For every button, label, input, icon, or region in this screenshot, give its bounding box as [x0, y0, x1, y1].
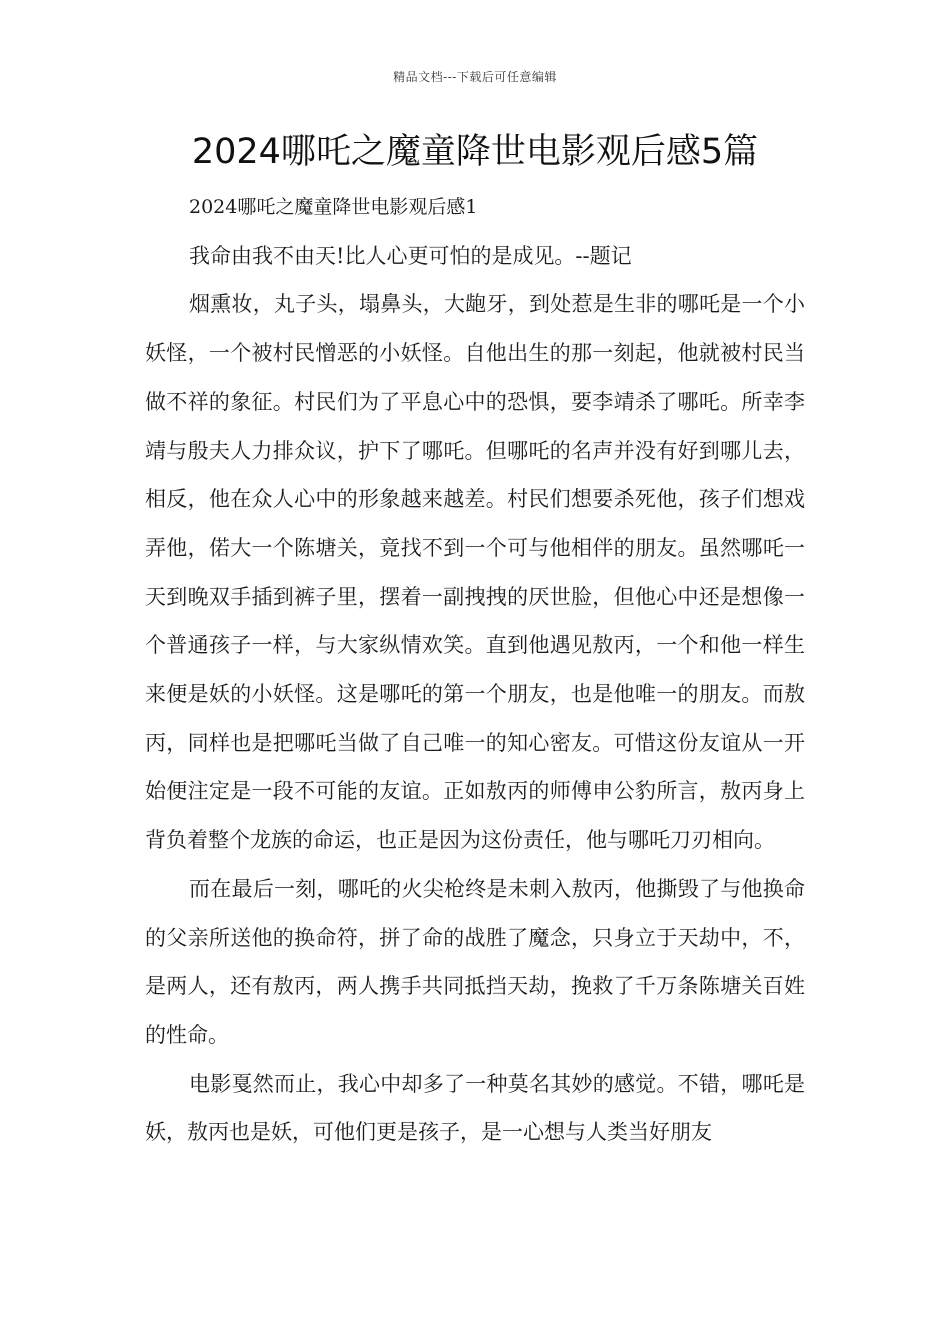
- document-body: [145, 183, 805, 1157]
- body-paragraph: 而在最后一刻，哪吒的火尖枪终是未刺入敖丙，他撕毁了与他换命的父亲所送他的换命符，拼了命的战胜了魔念，只身立于天劫中，不，是两人，还有敖丙，两人携手共同抵挡天劫，挽救了千万条陈塘关百姓的性命。: [145, 876, 805, 1047]
- header-note: 精品文档---下载后可任意编辑: [393, 70, 557, 84]
- body-paragraph: 电影戛然而止，我心中却多了一种莫名其妙的感觉。不错，哪吒是妖，敖丙也是妖，可他们更是孩子，是一心想与人类当好朋友: [145, 1071, 805, 1145]
- document-title: 2024哪吒之魔童降世电影观后感5篇: [191, 132, 759, 172]
- epigraph-paragraph: 我命由我不由天!比人心更可怕的是成见。--题记: [189, 243, 632, 268]
- section-subtitle: 2024哪吒之魔童降世电影观后感1: [189, 196, 478, 218]
- body-paragraph: 烟熏妆，丸子头，塌鼻头，大龅牙，到处惹是生非的哪吒是一个小妖怪，一个被村民憎恶的小妖怪。自他出生的那一刻起，他就被村民当做不祥的象征。村民们为了平息心中的恐惧，要李靖杀了哪吒。所幸李靖与殷夫人力排众议，护下了哪吒。但哪吒的名声并没有好到哪儿去，相反，他在众人心中的形象越来越差。村民们想要杀死他，孩子们想戏弄他，偌大一个陈塘关，竟找不到一个可与他相伴的朋友。虽然哪吒一天到晚双手插到裤子里，摆着一副拽拽的厌世脸，但他心中还是想像一个普通孩子一样，与大家纵情欢笑。直到他遇见敖丙，一个和他一样生来便是妖的小妖怪。这是哪吒的第一个朋友，也是他唯一的朋友。而敖丙，同样也是把哪吒当做了自己唯一的知心密友。可惜这份友谊从一开始便注定是一段不可能的友谊。正如敖丙的师傅申公豹所言，敖丙身上背负着整个龙族的命运，也正是因为这份责任，他与哪吒刀刃相向。: [145, 292, 805, 853]
